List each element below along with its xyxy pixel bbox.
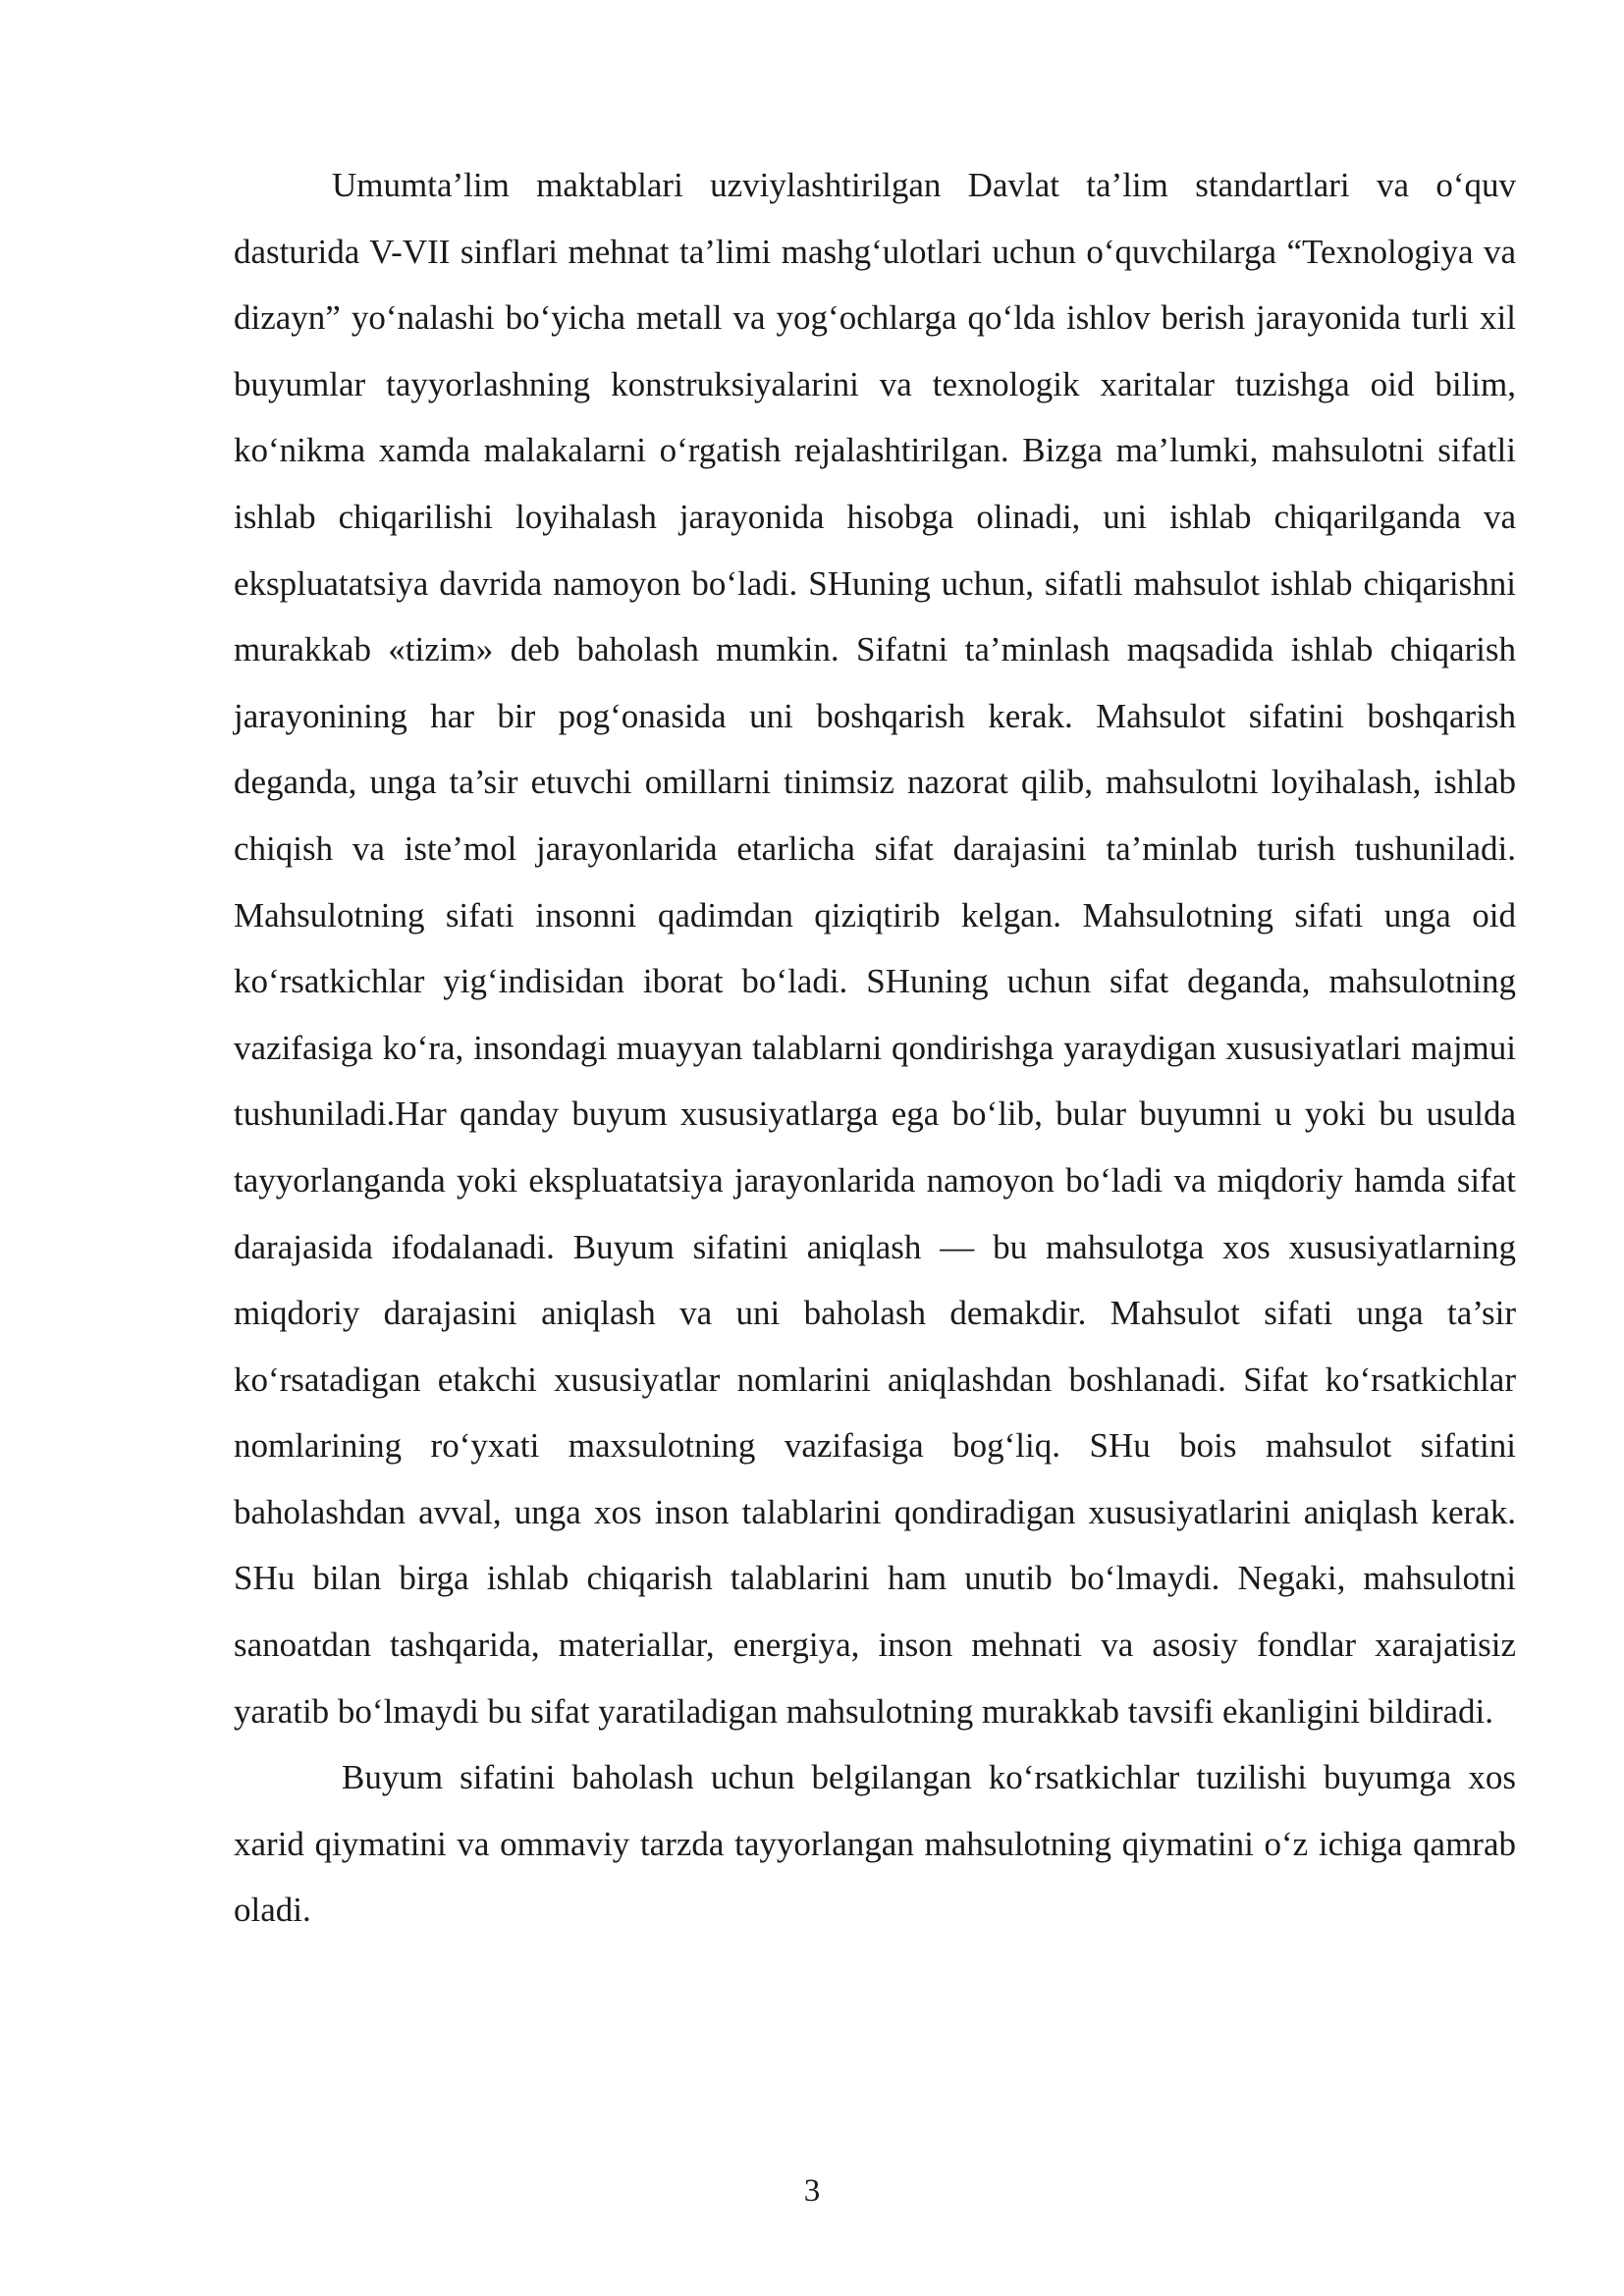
page-body [234, 152, 1516, 1944]
paragraph-1: Umumta’lim maktablari uzviylashtirilgan Davlat ta’lim standartlari va o‘quv dasturida V-VII sinflari mehnat ta’limi mashg‘ulotlari uchun o‘quvchilarga “Texnologiya va dizayn” yo‘nalashi bo‘yicha metall va yog‘ochlarga qo‘lda ishlov berish jarayonida turli xil buyumlar tayyorlashning konstruksiyalarini va texnologik xaritalar tuzishga oid bilim, ko‘nikma xamda malakalarni o‘rgatish rejalashtirilgan. Bizga ma’lumki, mahsulotni sifatli ishlab chiqarilishi loyihalash jarayonida hisobga olinadi, uni ishlab chiqarilganda va ekspluatatsiya davrida namoyon bo‘ladi. SHuning uchun, sifatli mahsulot ishlab chiqarishni murakkab «tizim» deb baholash mumkin. Sifatni ta’minlash maqsadida ishlab chiqarish jarayonining har bir pog‘onasida uni boshqarish kerak. Mahsulot sifatini boshqarish deganda, unga ta’sir etuvchi omillarni tinimsiz nazorat qilib, mahsulotni loyihalash, ishlab chiqish va iste’mol jarayonlarida etarlicha sifat darajasini ta’minlab turish tushuniladi. Mahsulotning sifati insonni qadimdan qiziqtirib kelgan. Mahsulotning sifati unga oid ko‘rsatkichlar yig‘indisidan iborat bo‘ladi. SHuning uchun sifat deganda, mahsulotning vazifasiga ko‘ra, insondagi muayyan talablarni qondirishga yaraydigan xususiyatlari majmui tushuniladi.Har qanday buyum xususiyatlarga ega bo‘lib, bular buyumni u yoki bu usulda tayyorlanganda yoki ekspluatatsiya jarayonlarida namoyon bo‘ladi va miqdoriy hamda sifat darajasida ifodalanadi. Buyum sifatini aniqlash — bu mahsulotga xos xususiyatlarning miqdoriy darajasini aniqlash va uni baholash demakdir. Mahsulot sifati unga ta’sir ko‘rsatadigan etakchi xususiyatlar nomlarini aniqlashdan boshlanadi. Sifat ko‘rsatkichlar nomlarining ro‘yxati maxsulotning vazifasiga bog‘liq. SHu bois mahsulot sifatini baholashdan avval, unga xos inson talablarini qondiradigan xususiyatlarini aniqlash kerak. SHu bilan birga ishlab chiqarish talablarini ham unutib bo‘lmaydi. Negaki, mahsulotni sanoatdan tashqarida, materiallar, energiya, inson mehnati va asosiy fondlar xarajatisiz yaratib bo‘lmaydi bu sifat yaratiladigan mahsulotning murakkab tavsifi ekanligini bildiradi. [234, 166, 1516, 1731]
page-number: 3 [803, 2173, 821, 2209]
paragraph-2: Buyum sifatini baholash uchun belgilangan ko‘rsatkichlar tuzilishi buyumga xos xarid qiymatini va ommaviy tarzda tayyorlangan mahsulotning qiymatini o‘z ichiga qamrab oladi. [234, 1758, 1516, 1930]
